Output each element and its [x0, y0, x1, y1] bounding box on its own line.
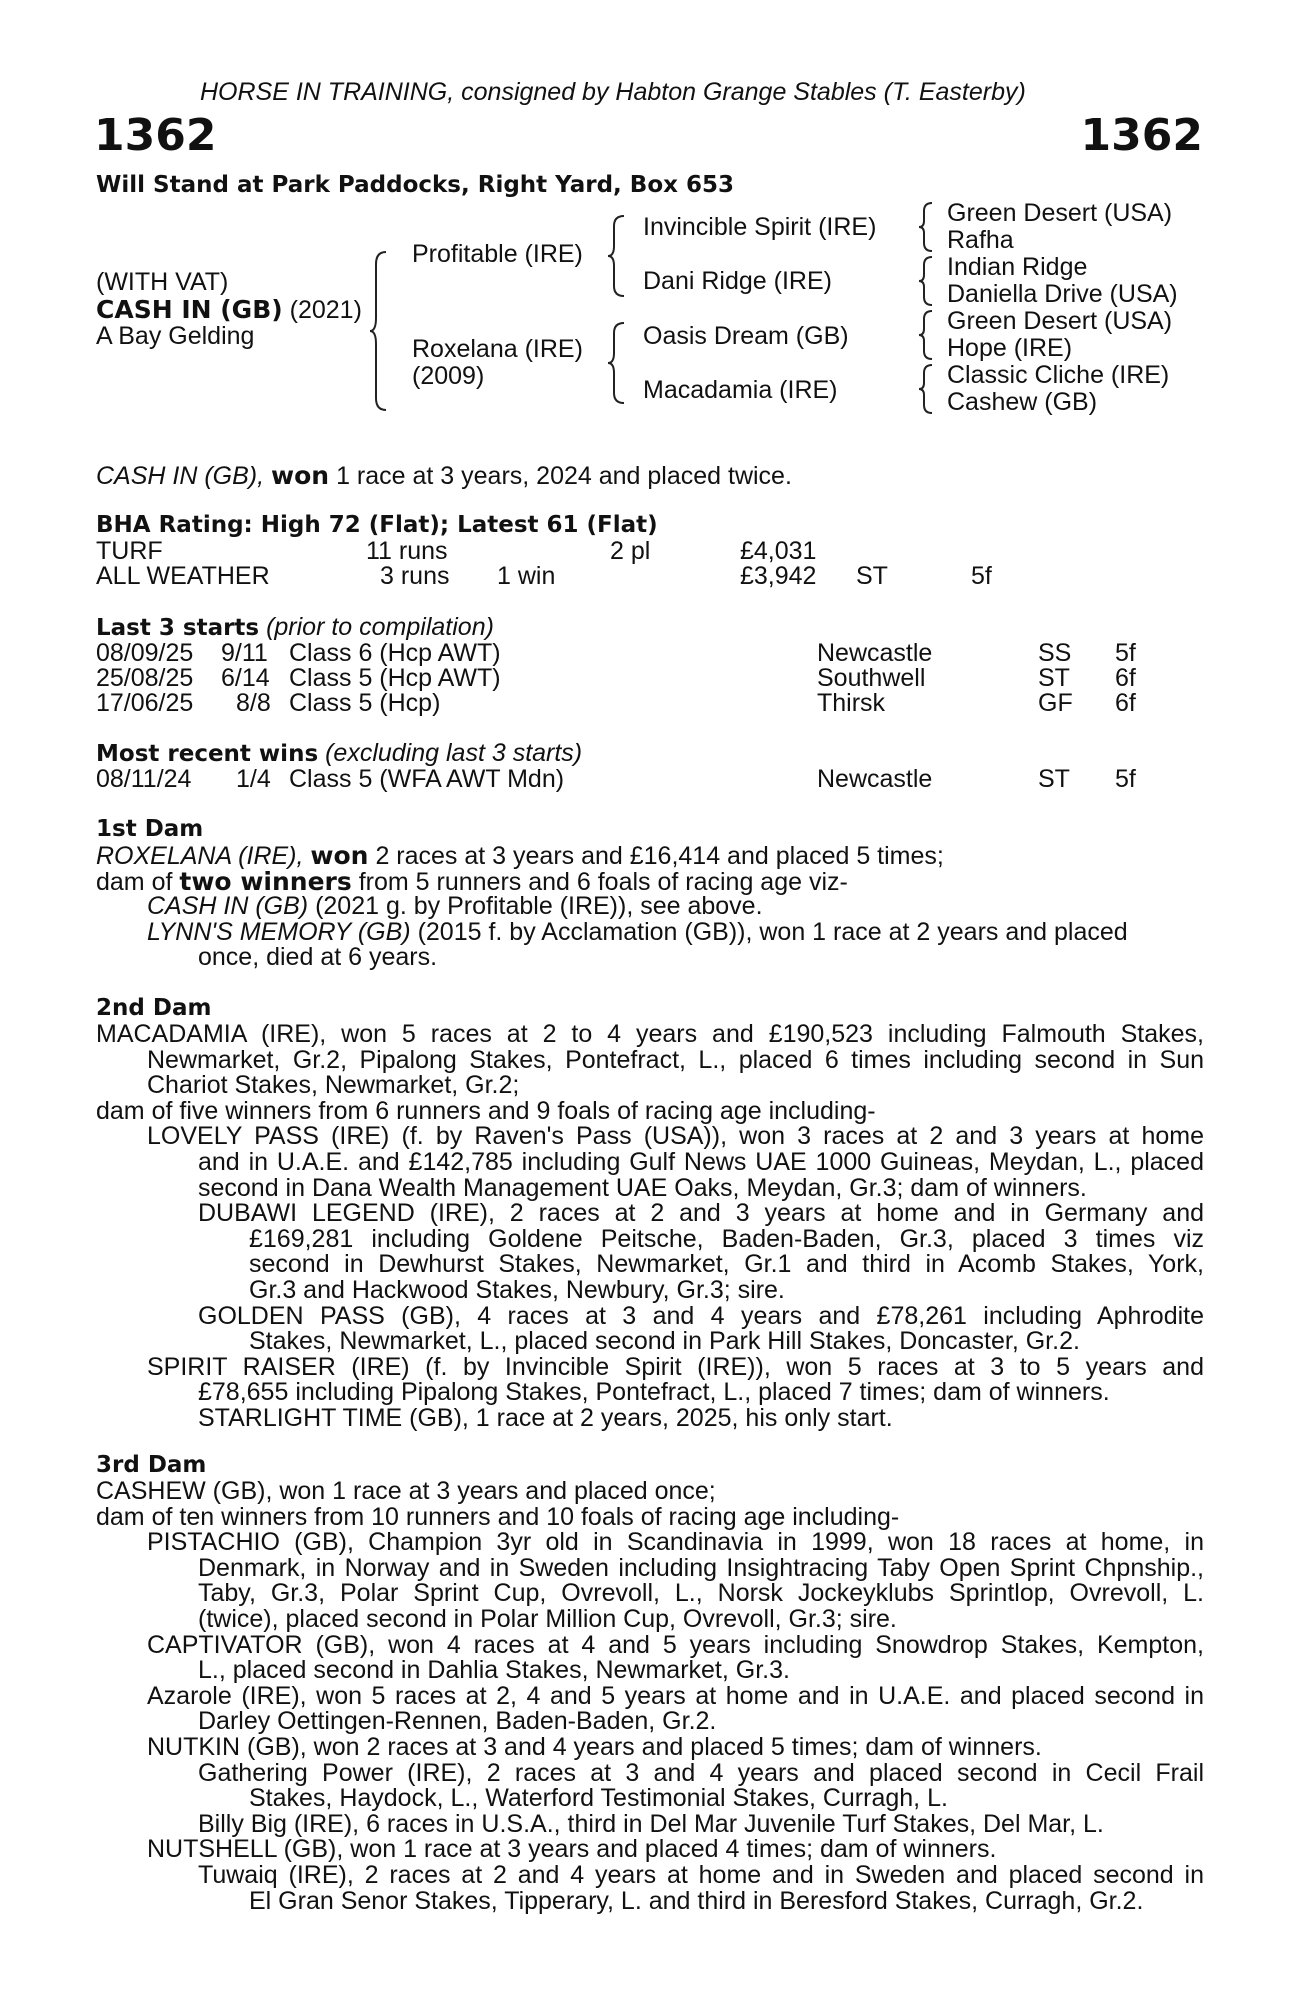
location: Will Stand at Park Paddocks, Right Yard, Box 653	[96, 172, 734, 198]
recent-header	[96, 741, 582, 768]
dam1-line	[96, 866, 1204, 896]
dam2-line: second in Dewhurst Stakes, Newmarket, Gr.1 and third in Acomb Stakes, York,	[249, 1252, 1204, 1278]
progeny-name: CASH IN (GB)	[147, 892, 309, 921]
gen3-sss: Green Desert (USA)	[947, 199, 1173, 227]
dam1-line	[96, 917, 1204, 946]
dam2-line: DUBAWI LEGEND (IRE), 2 races at 2 and 3 years at home and in Germany and	[198, 1201, 1204, 1227]
gen3-sdd: Daniella Drive (USA)	[947, 280, 1178, 308]
progeny-name: LYNN'S MEMORY (GB)	[147, 917, 411, 946]
dam3-line: CAPTIVATOR (GB), won 4 races at 4 and 5 years including Snowdrop Stakes, Kempton,	[147, 1632, 1204, 1659]
dam3-line: NUTSHELL (GB), won 1 race at 3 years and placed 4 times; dam of winners.	[147, 1835, 997, 1864]
brace-gen1	[372, 252, 392, 410]
start-date: 08/09/25	[96, 639, 194, 667]
dam1-text: dam of	[96, 867, 173, 896]
win-pos: 1/4	[236, 765, 271, 793]
dam2-line: second in Dana Wealth Management UAE Oaks, Meydan, Gr.3; dam of winners.	[198, 1173, 1087, 1202]
brace-g3-3	[920, 311, 936, 359]
dam3-line: Taby, Gr.3, Polar Sprint Cup, Ovrevoll, L., Norsk Jockeyklubs Sprintlop, Ovrevoll, L.	[198, 1581, 1204, 1607]
dam1-body	[96, 843, 1204, 971]
win-date: 08/11/24	[96, 765, 192, 793]
dam2-line: Newmarket, Gr.2, Pipalong Stakes, Pontefract, L., placed 6 times including second in Sun	[147, 1047, 1204, 1074]
rating-dist: 5f	[971, 562, 992, 590]
dam3-line: Azarole (IRE), won 5 races at 2, 4 and 5 years at home and in U.A.E. and placed second in	[147, 1683, 1204, 1710]
vat-label: (WITH VAT)	[96, 268, 229, 296]
dam2-line: £169,281 including Goldene Peitsche, Baden-Baden, Gr.3, placed 3 times viz	[249, 1226, 1204, 1253]
horse-desc: A Bay Gelding	[96, 322, 255, 350]
start-course: Southwell	[817, 664, 926, 692]
dam3-line: Stakes, Haydock, L., Waterford Testimonial Stakes, Curragh, L.	[249, 1784, 948, 1813]
start-pos: 6/14	[221, 664, 270, 692]
dam3-line: dam of ten winners from 10 runners and 10 foals of racing age including-	[96, 1502, 900, 1531]
gen3-ssd: Rafha	[947, 226, 1014, 254]
recent-subtitle: (excluding last 3 starts)	[325, 739, 583, 767]
dam3-line: CASHEW (GB), won 1 race at 3 years and placed once;	[96, 1477, 716, 1505]
dam2-line: dam of five winners from 6 runners and 9 foals of racing age including-	[96, 1096, 876, 1125]
brace-g3-4	[920, 365, 936, 413]
dam1-line: once, died at 6 years.	[198, 943, 438, 972]
dam1-winners: two winners	[179, 866, 352, 896]
last3-subtitle: (prior to compilation)	[266, 613, 494, 641]
horse-year: (2021)	[289, 296, 362, 324]
start-dist: 6f	[1115, 664, 1136, 692]
win-going: ST	[1038, 765, 1070, 793]
dam2-line: GOLDEN PASS (GB), 4 races at 3 and 4 years and £78,261 including Aphrodite	[198, 1303, 1204, 1330]
rating-going: ST	[856, 562, 888, 590]
dam2-body	[96, 1022, 1204, 1432]
start-pos: 8/8	[236, 689, 271, 717]
dam2-line: Gr.3 and Hackwood Stakes, Newbury, Gr.3; sire.	[249, 1275, 785, 1304]
win-dist: 5f	[1115, 765, 1136, 793]
start-going: GF	[1038, 689, 1073, 717]
dam1-name: ROXELANA (IRE),	[96, 842, 304, 870]
start-pos: 9/11	[221, 639, 268, 667]
dam2-line: SPIRIT RAISER (IRE) (f. by Invincible Spirit (IRE)), won 5 races at 3 to 5 years and	[147, 1354, 1204, 1381]
progeny-text: (2021 g. by Profitable (IRE)), see above.	[315, 892, 763, 921]
brace-g3-2	[920, 257, 936, 305]
dam2-line: Chariot Stakes, Newmarket, Gr.2;	[147, 1071, 520, 1100]
lot-number-left: 1362	[94, 110, 217, 161]
start-class: Class 5 (Hcp)	[289, 689, 441, 717]
dam2-line: Stakes, Newmarket, L., placed second in Park Hill Stakes, Doncaster, Gr.2.	[249, 1327, 1080, 1356]
dam2-line: MACADAMIA (IRE), won 5 races at 2 to 4 years and £190,523 including Falmouth Stakes,	[96, 1022, 1204, 1048]
win-course: Newcastle	[817, 765, 933, 793]
race-summary	[96, 463, 792, 490]
consignor-line: HORSE IN TRAINING, consigned by Habton Grange Stables (T. Easterby)	[200, 78, 1026, 106]
start-date: 25/08/25	[96, 664, 194, 692]
last3-header	[96, 615, 494, 642]
horse-line	[96, 297, 362, 324]
start-class: Class 6 (Hcp AWT)	[289, 639, 501, 667]
dam3-line: Billy Big (IRE), 6 races in U.S.A., third in Del Mar Juvenile Turf Stakes, Del Mar, L.	[198, 1809, 1104, 1838]
dam3-line: NUTKIN (GB), won 2 races at 3 and 4 years and placed 5 times; dam of winners.	[147, 1732, 1042, 1761]
brace-g3-1	[920, 203, 936, 251]
dam1-won: won	[310, 841, 369, 870]
dam3-line: El Gran Senor Stakes, Tipperary, L. and third in Beresford Stakes, Curragh, Gr.2.	[249, 1886, 1144, 1915]
dam1-line	[96, 894, 1204, 920]
dam3-line: PISTACHIO (GB), Champion 3yr old in Scandinavia in 1999, won 18 races at home, in	[147, 1530, 1204, 1556]
recent-title: Most recent wins	[96, 741, 319, 767]
last3-title: Last 3 starts	[96, 615, 260, 641]
dam3-line: (twice), placed second in Polar Million Cup, Ovrevoll, Gr.3; sire.	[198, 1604, 897, 1633]
brace-dam	[610, 323, 630, 403]
gen3-dds: Classic Cliche (IRE)	[947, 361, 1170, 389]
dam1-title: 1st Dam	[96, 816, 204, 842]
dam3-line: Denmark, in Norway and in Sweden including Insightracing Taby Open Sprint Chpnship.,	[198, 1555, 1204, 1582]
dam2-line: £78,655 including Pipalong Stakes, Pontefract, L., placed 7 times; dam of winners.	[198, 1378, 1110, 1407]
dam3-line: Gathering Power (IRE), 2 races at 3 and 4 years and placed second in Cecil Frail	[198, 1760, 1204, 1787]
rating-wins: 1 win	[497, 562, 556, 590]
bha-rating-title: BHA Rating: High 72 (Flat); Latest 61 (Flat)	[96, 512, 658, 538]
horse-name: CASH IN (GB)	[96, 295, 283, 324]
start-going: SS	[1038, 639, 1072, 667]
gen3-ddd: Cashew (GB)	[947, 388, 1098, 416]
dam: Roxelana (IRE)	[412, 335, 583, 363]
start-going: ST	[1038, 664, 1070, 692]
dam2-title: 2nd Dam	[96, 995, 212, 1021]
dam2-line: LOVELY PASS (IRE) (f. by Raven's Pass (USA)), won 3 races at 2 and 3 years at home	[147, 1124, 1204, 1150]
dam2-line: STARLIGHT TIME (GB), 1 race at 2 years, 2025, his only start.	[198, 1403, 893, 1432]
summary-won: won	[271, 461, 330, 490]
summary-text: 1 race at 3 years, 2024 and placed twice.	[336, 462, 792, 490]
progeny-text: (2015 f. by Acclamation (GB)), won 1 race at 2 years and placed	[417, 917, 1128, 946]
start-dist: 5f	[1115, 639, 1136, 667]
gen3-sds: Indian Ridge	[947, 253, 1088, 281]
rating-runs: 3 runs	[380, 562, 450, 590]
rating-prize: £4,031	[740, 537, 817, 565]
sire-dam: Dani Ridge (IRE)	[643, 267, 832, 295]
dam1-text: 2 races at 3 years and £16,414 and placed 5 times;	[375, 842, 944, 870]
start-course: Newcastle	[817, 639, 933, 667]
dam-dam: Macadamia (IRE)	[643, 376, 838, 404]
win-class: Class 5 (WFA AWT Mdn)	[289, 765, 565, 793]
dam3-line: Darley Oettingen-Rennen, Baden-Baden, Gr.2.	[198, 1707, 717, 1736]
dam3-body	[96, 1479, 1204, 1914]
gen3-dsd: Hope (IRE)	[947, 334, 1073, 362]
gen3-dss: Green Desert (USA)	[947, 307, 1173, 335]
sire-sire: Invincible Spirit (IRE)	[643, 213, 877, 241]
rating-surface: ALL WEATHER	[96, 562, 270, 590]
dam1-line	[96, 843, 1204, 869]
dam3-title: 3rd Dam	[96, 1452, 207, 1478]
summary-name: CASH IN (GB),	[96, 462, 265, 490]
rating-prize: £3,942	[740, 562, 817, 590]
start-dist: 6f	[1115, 689, 1136, 717]
sire: Profitable (IRE)	[412, 240, 583, 268]
rating-surface: TURF	[96, 537, 163, 565]
brace-sire	[610, 216, 630, 296]
start-course: Thirsk	[817, 689, 886, 717]
dam2-line: and in U.A.E. and £142,785 including Gulf News UAE 1000 Guineas, Meydan, L., placed	[198, 1149, 1204, 1176]
dam-year: (2009)	[412, 362, 485, 390]
start-class: Class 5 (Hcp AWT)	[289, 664, 501, 692]
start-date: 17/06/25	[96, 689, 194, 717]
dam1-text: from 5 runners and 6 foals of racing age viz-	[358, 867, 848, 896]
dam3-line: L., placed second in Dahlia Stakes, Newmarket, Gr.3.	[198, 1656, 790, 1685]
rating-placed: 2 pl	[610, 537, 651, 565]
lot-number-right: 1362	[1080, 110, 1203, 161]
dam-sire: Oasis Dream (GB)	[643, 322, 849, 350]
dam3-line: Tuwaiq (IRE), 2 races at 2 and 4 years at home and in Sweden and placed second in	[198, 1862, 1204, 1889]
rating-runs: 11 runs	[366, 537, 448, 565]
